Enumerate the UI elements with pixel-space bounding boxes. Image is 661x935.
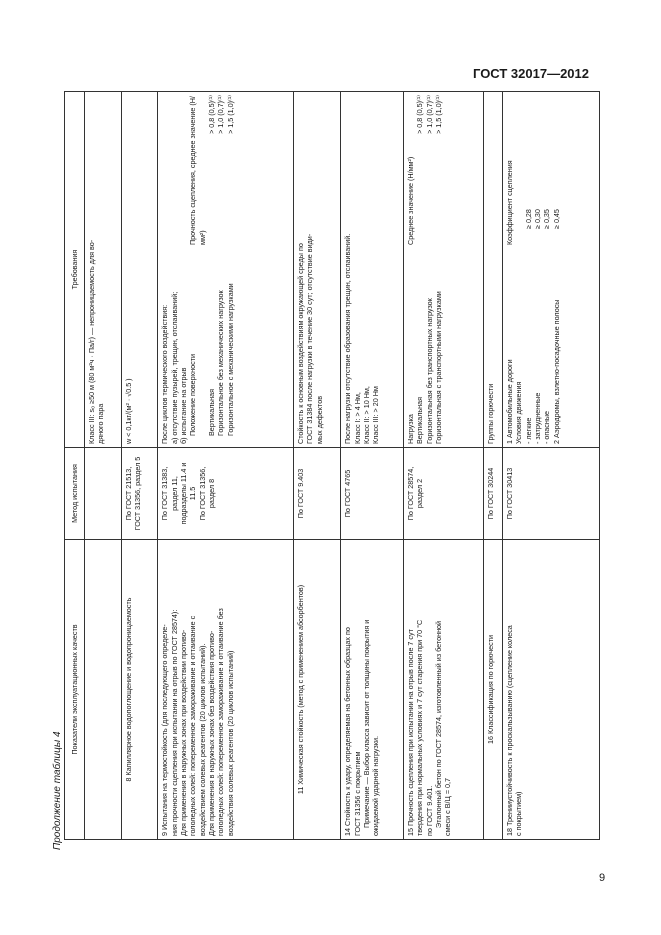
adhesion-subtable (188, 95, 235, 444)
table-row (341, 92, 403, 840)
indicator-cell (502, 540, 599, 840)
requirement-cell (294, 92, 341, 448)
surface-position: Горизонтальное без механических нагрузок (216, 290, 226, 436)
standard-number: ГОСТ 32017—2012 (473, 66, 589, 81)
method-text: По ГОСТ 31383, (160, 466, 170, 521)
subtable-header: Прочность сцепления, среднее значение (Н/мм²) (188, 96, 207, 245)
requirement-line: Класс I: > 4 Нм, (352, 392, 362, 444)
requirement-line: мых дефектов (314, 395, 324, 444)
method-text: ГОСТ 31356, раздел 5 (132, 456, 142, 531)
page-number: 9 (599, 872, 606, 884)
method-cell (341, 448, 403, 540)
requirement-line: Класс III: s₀ ≥50 м (80 м²ч · Па/г) — непроницаемость для во- (87, 239, 96, 444)
method-text: По ГОСТ 9.403 (296, 468, 305, 519)
table-row (85, 92, 122, 840)
indicator-text: ГОСТ 31356 с покрытием (352, 751, 362, 836)
note-text: ожидаемой ударной нагрузки. (371, 736, 381, 836)
adhesion-value: > 1,5 (1,0)⁽¹⁾ (225, 95, 235, 134)
subtable-header: Среднее значение (Н/мм²) (405, 156, 415, 245)
adhesion-value: > 0,8 (0,5)⁽¹⁾ (207, 95, 217, 134)
requirement-line: После нагрузки отсутствие образования трещин, отслаиваний. (343, 233, 353, 444)
requirement-line: Группы горючести (485, 383, 495, 444)
load-type: Горизонтальная без транспортных нагрузок (424, 298, 434, 444)
table-row (158, 92, 294, 840)
traffic-condition: - опасные (542, 410, 552, 444)
method-text: По ГОСТ 28574, (405, 466, 415, 521)
method-text: подразделы 11.4 и (178, 462, 188, 525)
requirement-line: дяного пара (96, 403, 106, 444)
requirement-cell (121, 92, 158, 448)
indicator-text: 16 Классификация по горючести (485, 634, 495, 745)
friction-value: ≥ 0,45 (551, 209, 561, 229)
requirements-table (64, 91, 600, 840)
indicator-cell (158, 540, 294, 840)
requirement-line: Стойкость к основным воздействиям окружающей среды по (296, 243, 305, 444)
indicator-text: 14 Стойкость к удару, определяемая на бетонных образцах по (343, 627, 353, 836)
method-text: По ГОСТ 31356, (197, 466, 207, 521)
method-cell (403, 448, 483, 540)
requirement-cell (483, 92, 502, 448)
friction-subtable (505, 95, 561, 444)
indicator-cell (403, 540, 483, 840)
friction-value: ≥ 0,35 (542, 209, 552, 229)
rotated-table-container (64, 92, 600, 840)
method-cell (502, 448, 599, 540)
indicator-text: гололедных солей: попеременное замораживание и оттаивание с (188, 615, 198, 836)
requirement-cell (341, 92, 403, 448)
table-row (121, 92, 158, 840)
subtable-header: Коэффициент сцепления (504, 160, 514, 245)
method-text: раздел 8 (207, 478, 217, 509)
indicator-text: воздействия солевых реагентов (20 циклов испытаний) (225, 650, 235, 836)
indicator-text: 9 Испытания на термостойкость (для последующего определе- (160, 624, 170, 836)
indicator-text: воздействием солевых реагентов (20 циклов испытаний). (197, 643, 207, 836)
requirement-line: После циклов термического воздействия: (160, 304, 170, 444)
load-subtable (406, 95, 443, 444)
indicator-text: по ГОСТ 9.401. (424, 785, 434, 836)
indicator-cell (85, 540, 122, 840)
subtable-header: Нагрузка (405, 414, 415, 444)
method-text: раздел 11, (169, 476, 179, 511)
indicator-text: с покрытием) (514, 791, 524, 836)
requirement-cell (403, 92, 483, 448)
method-cell (85, 448, 122, 540)
method-text: По ГОСТ 21513, (123, 466, 133, 521)
indicator-text: Для применения в наружных зонах при воздействии противо- (178, 629, 188, 836)
load-type: Вертикальная (415, 396, 425, 444)
adhesion-value: > 1,0 (0,7)⁽¹⁾ (216, 95, 226, 134)
indicator-text: 18 Тренииустойчивость к проскальзыванию (сцепление колеса (504, 625, 514, 836)
method-cell (483, 448, 502, 540)
requirement-line: Класс II: > 10 Нм, (362, 386, 372, 444)
indicator-text: гололедных солей: попеременное замораживание и оттаивание без (216, 608, 226, 836)
table-row (483, 92, 502, 840)
requirement-cell (158, 92, 294, 448)
method-cell (294, 448, 341, 540)
table-row (294, 92, 341, 840)
method-text: По ГОСТ 30413 (504, 467, 514, 520)
traffic-condition: 2 Аэродромы, взлетно-посадочные полосы (551, 299, 561, 444)
subtable-header: 1 Автомобильные дороги (504, 359, 514, 444)
indicator-text: смеси с В/Ц = 0,7 (443, 777, 453, 836)
subtable-header: Положение поверхности (188, 354, 198, 436)
method-cell (121, 448, 158, 540)
indicator-cell (121, 540, 158, 840)
table-row (403, 92, 483, 840)
header-requirements: Требования (65, 92, 85, 448)
indicator-text: ния прочности сцепления при испытании на отрыв по ГОСТ 28574): (169, 609, 179, 836)
load-value: > 1,0 (0,7)⁽¹⁾ (424, 95, 434, 134)
load-type: Горизонтальная с транспортными нагрузками (433, 291, 443, 444)
indicator-cell (341, 540, 403, 840)
requirement-line: w < 0,1кг/(м² · √0.5 ) (123, 378, 133, 444)
requirement-line: ГОСТ 31384 после нагрузки в течение 30 сут; отсутствие види- (305, 233, 315, 444)
indicator-text: 8 Капиллярное водопоглощение и водопроницаемость (123, 597, 133, 782)
method-text: По ГОСТ 30244 (485, 467, 495, 520)
indicator-text: Эталонный бетон по ГОСТ 28574, изготовленный из бетонной (433, 620, 443, 828)
friction-value: ≥ 0,28 (523, 209, 533, 229)
indicator-text: Для применения в наружных зонах без воздействия противо- (207, 630, 217, 836)
method-text: раздел 2 (415, 478, 425, 509)
indicator-cell (294, 540, 341, 840)
note-text: Примечание — Выбор класса зависит от толщины покрытия и (362, 619, 372, 828)
load-value: > 1,5 (1,0)⁽¹⁾ (433, 95, 443, 134)
surface-position: Горизонтальное с механическими нагрузками (225, 283, 235, 436)
traffic-condition: - затрудненные (533, 392, 543, 444)
requirement-cell (502, 92, 599, 448)
header-indicator: Показатели эксплуатационных качеств (65, 540, 85, 840)
indicator-text: твердения при нормальных условиях и 7 сут старения при 70 °С (415, 619, 425, 836)
indicator-text: 11 Химическая стойкость (метод с применением абсорбентов) (296, 584, 305, 795)
load-value: > 0,8 (0,5)⁽¹⁾ (415, 95, 425, 134)
method-text: 11.5 (188, 486, 198, 501)
table-continuation-label: Продолжение таблицы 4 (52, 731, 63, 850)
requirement-line: б) испытание на отрыв (178, 367, 188, 444)
method-text: По ГОСТ 4765 (343, 469, 353, 518)
requirement-line: а) отсутствие пузырей, трещин, отслаиваний; (169, 291, 179, 444)
method-cell (158, 448, 294, 540)
indicator-cell (483, 540, 502, 840)
friction-value: ≥ 0,30 (533, 209, 543, 229)
table-row (502, 92, 599, 840)
requirement-line: Класс III: > 20 Нм (371, 386, 381, 444)
requirement-cell (85, 92, 122, 448)
subtable-header: Условия движения (514, 381, 524, 444)
surface-position: Вертикальная (207, 388, 217, 436)
indicator-text: 15 Прочность сцепления при испытании на отрыв после 7 сут (405, 629, 415, 836)
traffic-condition: - легкие (523, 417, 533, 444)
header-method: Метод испытания (65, 448, 85, 540)
